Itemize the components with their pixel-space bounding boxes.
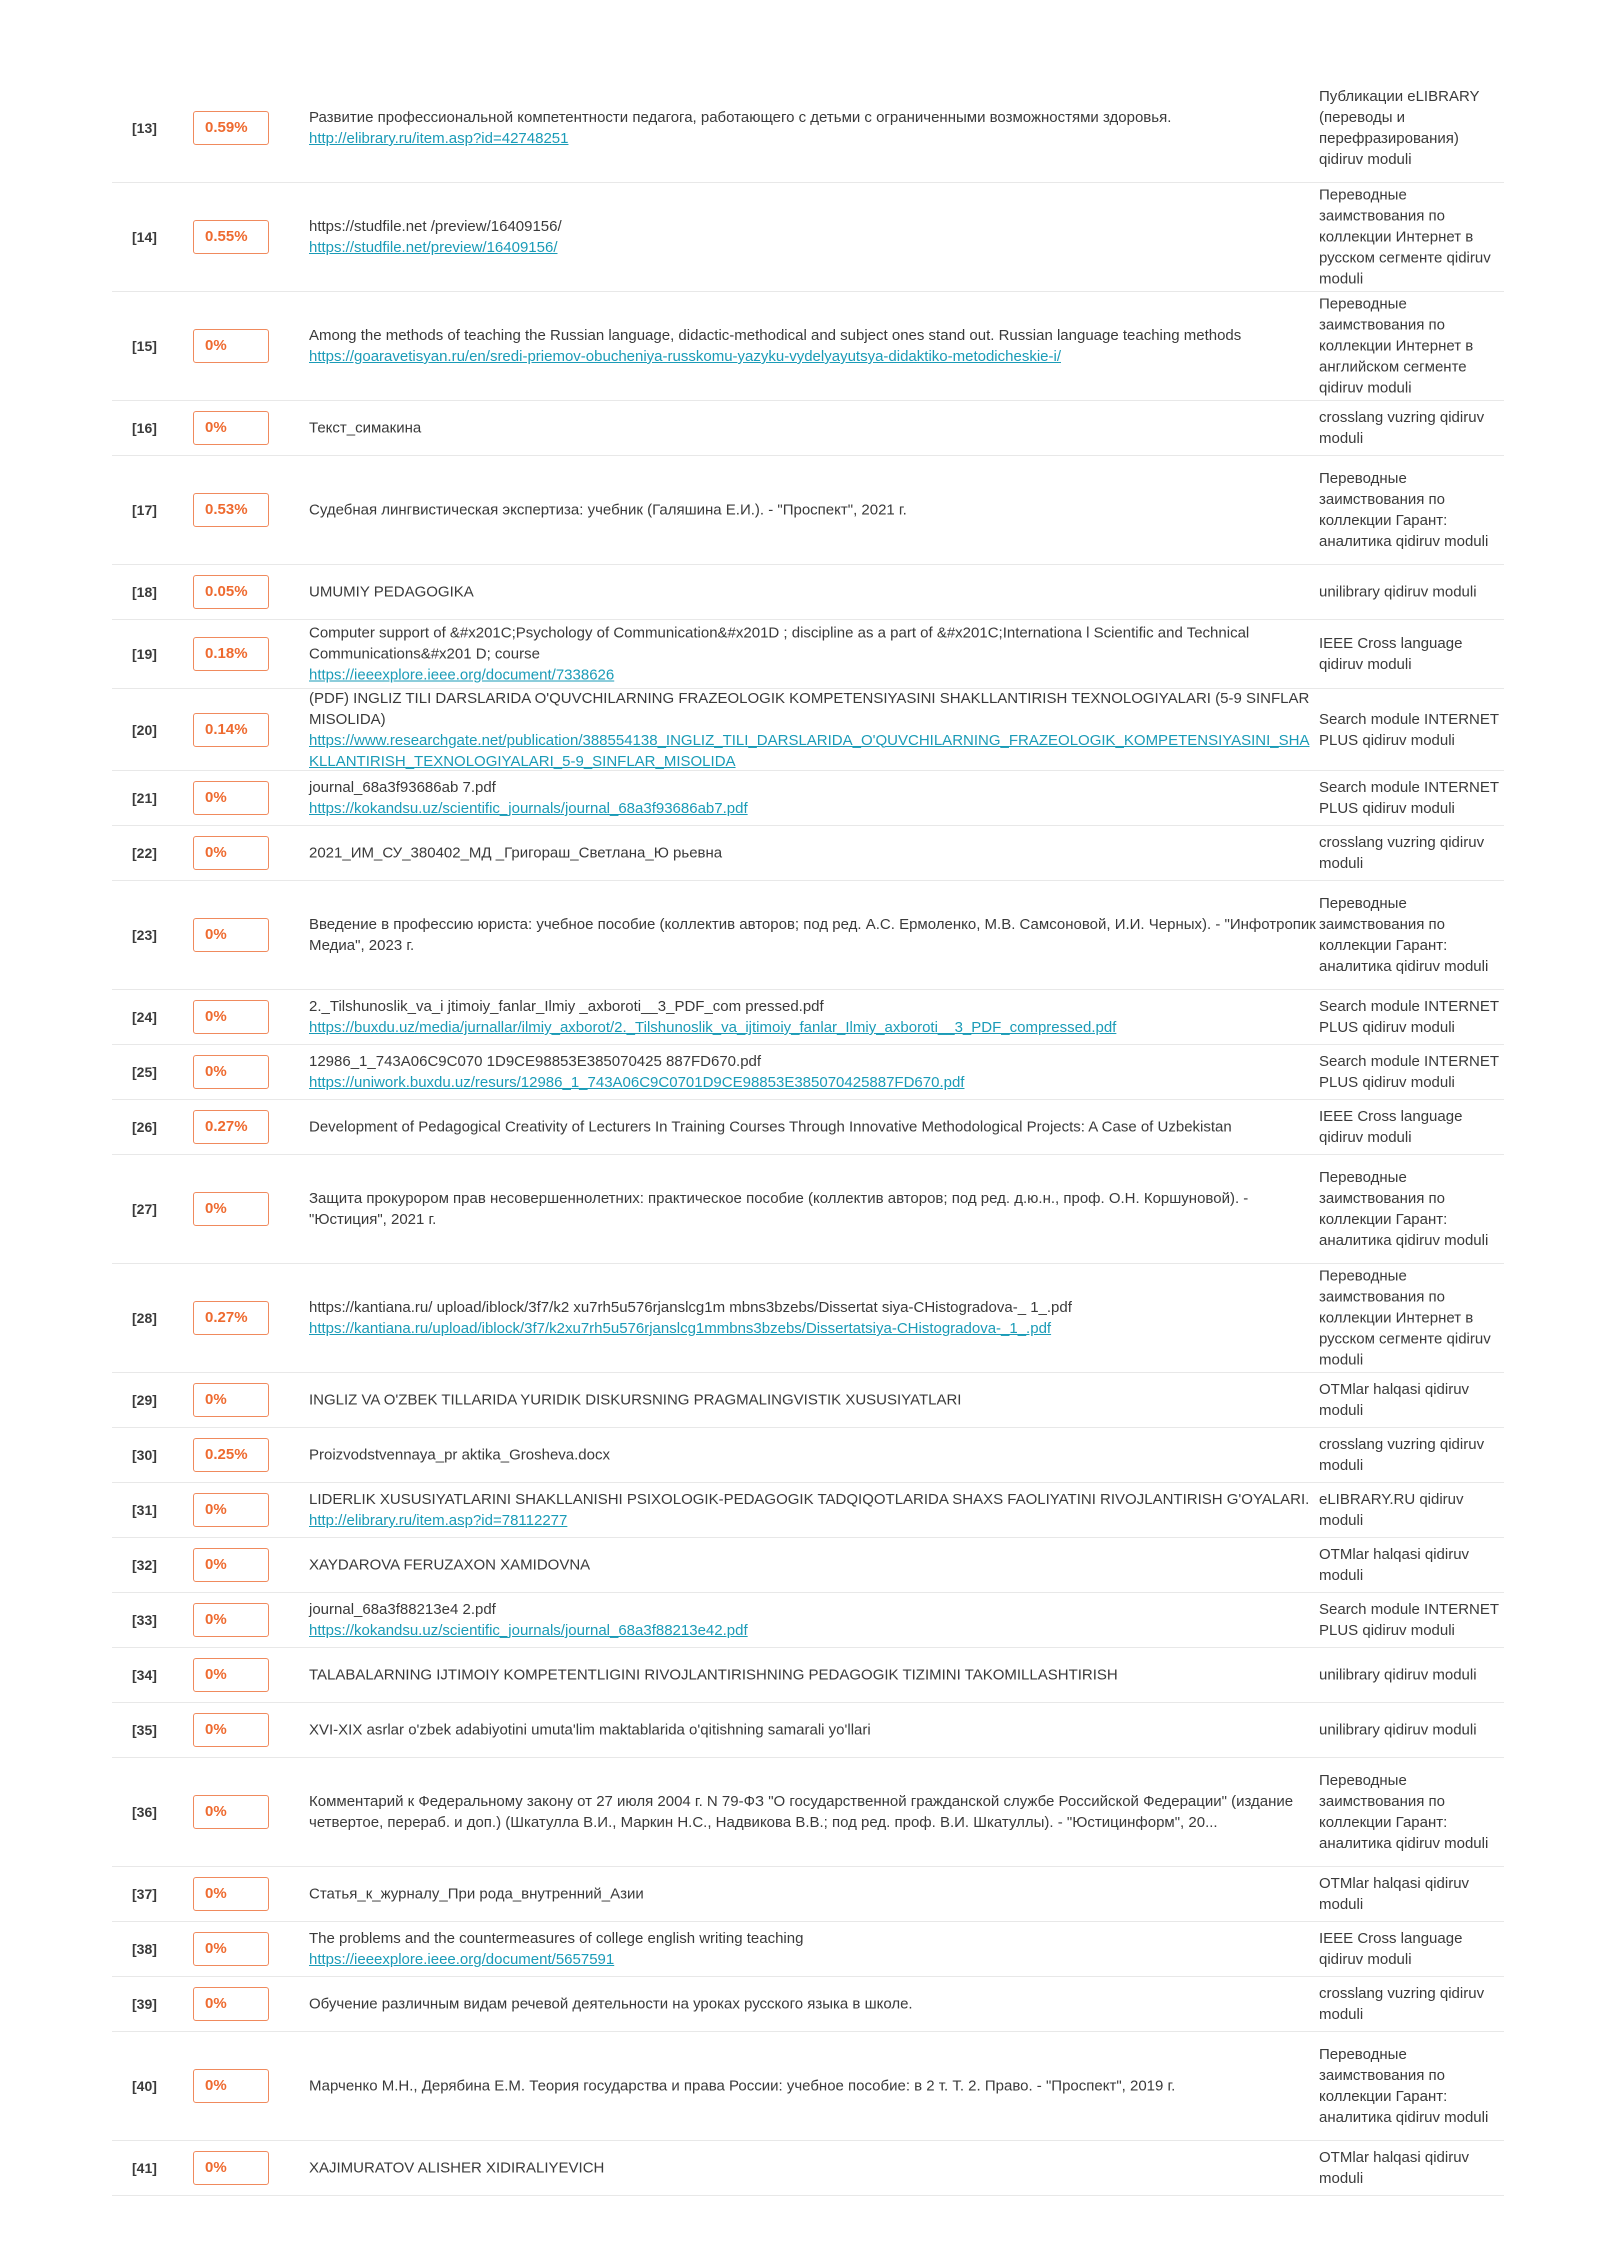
match-percent-badge: 0% bbox=[193, 1383, 269, 1417]
source-title: XAJIMURATOV ALISHER XIDIRALIYEVICH bbox=[309, 2159, 605, 2177]
source-link[interactable]: https://buxdu.uz/media/jurnallar/ilmiy_axborot/2._Tilshunoslik_va_ijtimoiy_fanlar_Ilmiy_axboroti__3_PDF_compressed.pdf bbox=[309, 1019, 1117, 1036]
source-row bbox=[112, 1373, 1504, 1428]
search-module-label: IEEE Cross language qidiruv moduli bbox=[1319, 635, 1463, 673]
source-number: [20] bbox=[132, 721, 157, 738]
source-row bbox=[112, 74, 1504, 183]
source-title-block bbox=[309, 1051, 1317, 1093]
source-title-block bbox=[309, 688, 1317, 772]
source-title-block bbox=[309, 2158, 1317, 2179]
match-percent-badge: 0% bbox=[193, 1658, 269, 1692]
source-title: Proizvodstvennaya_pr aktika_Grosheva.docx bbox=[309, 1446, 610, 1464]
source-number: [22] bbox=[132, 845, 157, 861]
source-number: [34] bbox=[132, 1667, 157, 1683]
source-title: 2021_ИМ_СУ_380402_МД _Григораш_Светлана_Ю рьевна bbox=[309, 844, 723, 862]
search-module-label: Переводные заимствования по коллекции Гарант: аналитика qidiruv moduli bbox=[1319, 895, 1489, 975]
search-module-label: Переводные заимствования по коллекции Гарант: аналитика qidiruv moduli bbox=[1319, 1772, 1489, 1852]
source-title-block bbox=[309, 582, 1317, 603]
search-module-label: Переводные заимствования по коллекции Интернет в русском сегменте qidiruv moduli bbox=[1319, 1267, 1491, 1369]
source-row bbox=[112, 1977, 1504, 2032]
source-row bbox=[112, 1538, 1504, 1593]
source-title-block bbox=[309, 325, 1317, 367]
source-title-block bbox=[309, 1489, 1317, 1531]
source-link[interactable]: https://studfile.net/preview/16409156/ bbox=[309, 239, 558, 256]
source-title: Computer support of &#x201C;Psychology of Communication&#x201D ; discipline as a part of &#x201C;Internationa l Scientific and Technical Communications&#x201 D; course bbox=[309, 624, 1250, 663]
source-title: 12986_1_743A06C9C070 1D9CE98853E385070425 887FD670.pdf bbox=[309, 1053, 762, 1070]
source-title-block bbox=[309, 1599, 1317, 1641]
source-link[interactable]: https://goaravetisyan.ru/en/sredi-priemov-obucheniya-russkomu-yazyku-vydelyayutsya-didaktiko-metodicheskie-i/ bbox=[309, 348, 1061, 365]
search-module-label: unilibrary qidiruv moduli bbox=[1319, 1721, 1477, 1739]
source-title: TALABALARNING IJTIMOIY KOMPETENTLIGINI RIVOJLANTIRISHNING PEDAGOGIK TIZIMINI TAKOMILLASHTIRISH bbox=[309, 1666, 1118, 1684]
search-module-label: eLIBRARY.RU qidiruv moduli bbox=[1319, 1491, 1464, 1529]
source-row bbox=[112, 1922, 1504, 1977]
source-title: XVI-XIX asrlar o'zbek adabiyotini umuta'lim maktablarida o'qitishning samarali yo'llari bbox=[309, 1721, 871, 1739]
match-percent-badge: 0.27% bbox=[193, 1301, 269, 1335]
source-row bbox=[112, 1428, 1504, 1483]
source-row bbox=[112, 1483, 1504, 1538]
source-title: journal_68a3f88213e4 2.pdf bbox=[309, 1601, 496, 1618]
source-number: [23] bbox=[132, 927, 157, 943]
source-number: [29] bbox=[132, 1392, 157, 1408]
source-title-block bbox=[309, 623, 1317, 686]
match-percent-badge: 0% bbox=[193, 1795, 269, 1829]
match-percent-badge: 0% bbox=[193, 329, 269, 363]
source-number: [33] bbox=[132, 1612, 157, 1628]
source-number: [36] bbox=[132, 1804, 157, 1820]
sources-table bbox=[112, 74, 1504, 2196]
match-percent-badge: 0% bbox=[193, 1713, 269, 1747]
search-module-label: Search module INTERNET PLUS qidiruv moduli bbox=[1319, 1601, 1499, 1639]
source-row bbox=[112, 1100, 1504, 1155]
source-title-block bbox=[309, 418, 1317, 439]
search-module-label: IEEE Cross language qidiruv moduli bbox=[1319, 1930, 1463, 1968]
source-row bbox=[112, 620, 1504, 689]
source-row bbox=[112, 1648, 1504, 1703]
match-percent-badge: 0.05% bbox=[193, 575, 269, 609]
match-percent-badge: 0% bbox=[193, 836, 269, 870]
search-module-label: Публикации eLIBRARY (переводы и перефразирования) qidiruv moduli bbox=[1319, 88, 1480, 168]
source-title: Комментарий к Федеральному закону от 27 июля 2004 г. N 79-ФЗ "О государственной гражданской службе Российской Федерации" (издание четвертое, перераб. и доп.) (Шкатулла В.И., Маркин Н.С., Надвикова В.В.; под ред. проф. В.И. Шкатуллы). - "Юстицинформ", 20... bbox=[309, 1793, 1294, 1831]
source-link[interactable]: https://www.researchgate.net/publication/388554138_INGLIZ_TILI_DARSLARIDA_O'QUVCHILARNING_FRAZEOLOGIK_KOMPETENSIYASINI_SHAKLLANTIRISH_TEXNOLOGIYALARI_5-9_SINFLAR_MISOLIDA bbox=[309, 731, 1310, 770]
source-number: [14] bbox=[132, 229, 157, 245]
search-module-label: unilibrary qidiruv moduli bbox=[1319, 583, 1477, 601]
source-row bbox=[112, 826, 1504, 881]
source-title-block bbox=[309, 1928, 1317, 1970]
search-module-label: Переводные заимствования по коллекции Интернет в английском сегменте qidiruv moduli bbox=[1319, 295, 1474, 397]
search-module-label: Переводные заимствования по коллекции Гарант: аналитика qidiruv moduli bbox=[1319, 2046, 1489, 2126]
source-title: INGLIZ VA O'ZBEK TILLARIDA YURIDIK DISKURSNING PRAGMALINGVISTIK XUSUSIYATLARI bbox=[309, 1391, 962, 1409]
source-title-block bbox=[309, 216, 1317, 258]
source-title-block bbox=[309, 107, 1317, 149]
match-percent-badge: 0.25% bbox=[193, 1438, 269, 1472]
source-title-block bbox=[309, 777, 1317, 819]
search-module-label: crosslang vuzring qidiruv moduli bbox=[1319, 834, 1485, 872]
source-title: Development of Pedagogical Creativity of Lecturers In Training Courses Through Innovative Methodological Projects: A Case of Uzbekistan bbox=[309, 1118, 1232, 1136]
match-percent-badge: 0% bbox=[193, 1877, 269, 1911]
source-link[interactable]: https://ieeexplore.ieee.org/document/5657591 bbox=[309, 1951, 615, 1968]
match-percent-badge: 0% bbox=[193, 918, 269, 952]
source-number: [30] bbox=[132, 1447, 157, 1463]
source-title-block bbox=[309, 1720, 1317, 1741]
search-module-label: Переводные заимствования по коллекции Интернет в русском сегменте qidiruv moduli bbox=[1319, 186, 1491, 288]
source-number: [15] bbox=[132, 338, 157, 354]
source-row bbox=[112, 565, 1504, 620]
match-percent-badge: 0.18% bbox=[193, 637, 269, 671]
match-percent-badge: 0.55% bbox=[193, 220, 269, 254]
source-row bbox=[112, 1045, 1504, 1100]
source-number: [24] bbox=[132, 1009, 157, 1025]
source-number: [16] bbox=[132, 420, 157, 436]
match-percent-badge: 0% bbox=[193, 1548, 269, 1582]
search-module-label: crosslang vuzring qidiruv moduli bbox=[1319, 1985, 1485, 2023]
search-module-label: OTMlar halqasi qidiruv moduli bbox=[1319, 1875, 1470, 1913]
source-title: Развитие профессиональной компетентности педагога, работающего с детьми с ограниченными возможностями здоровья. bbox=[309, 109, 1172, 126]
source-row bbox=[112, 1758, 1504, 1867]
source-title-block bbox=[309, 1555, 1317, 1576]
source-number: [28] bbox=[132, 1310, 157, 1326]
search-module-label: OTMlar halqasi qidiruv moduli bbox=[1319, 2149, 1470, 2187]
source-number: [40] bbox=[132, 2078, 157, 2094]
source-title-block bbox=[309, 500, 1317, 521]
source-title: https://kantiana.ru/ upload/iblock/3f7/k2 xu7rh5u576rjanslcg1m mbns3bzebs/Dissertat siya-CHistogradova-_ 1_.pdf bbox=[309, 1299, 1072, 1316]
source-title: Among the methods of teaching the Russian language, didactic-methodical and subject ones stand out. Russian language teaching methods bbox=[309, 327, 1242, 344]
source-number: [31] bbox=[132, 1502, 157, 1518]
source-title: https://studfile.net /preview/16409156/ bbox=[309, 218, 562, 235]
source-title-block bbox=[309, 1884, 1317, 1905]
search-module-label: Переводные заимствования по коллекции Гарант: аналитика qidiruv moduli bbox=[1319, 470, 1489, 550]
source-title-block bbox=[309, 1445, 1317, 1466]
source-row bbox=[112, 1264, 1504, 1373]
source-row bbox=[112, 1867, 1504, 1922]
match-percent-badge: 0% bbox=[193, 2151, 269, 2185]
source-title-block bbox=[309, 914, 1317, 956]
source-title-block bbox=[309, 1117, 1317, 1138]
source-row bbox=[112, 1703, 1504, 1758]
search-module-label: OTMlar halqasi qidiruv moduli bbox=[1319, 1546, 1470, 1584]
source-number: [41] bbox=[132, 2160, 157, 2176]
source-title-block bbox=[309, 1188, 1317, 1230]
source-number: [32] bbox=[132, 1557, 157, 1573]
search-module-label: crosslang vuzring qidiruv moduli bbox=[1319, 1436, 1485, 1474]
source-title: Введение в профессию юриста: учебное пособие (коллектив авторов; под ред. А.С. Ермоленко, М.В. Самсоновой, И.И. Черных). - "Инфотропик Медиа", 2023 г. bbox=[309, 916, 1316, 954]
source-number: [17] bbox=[132, 502, 157, 518]
source-number: [19] bbox=[132, 646, 157, 662]
source-title: 2._Tilshunoslik_va_i jtimoiy_fanlar_Ilmiy _axboroti__3_PDF_com pressed.pdf bbox=[309, 998, 824, 1015]
search-module-label: Search module INTERNET PLUS qidiruv moduli bbox=[1319, 1053, 1499, 1091]
source-link[interactable]: https://ieeexplore.ieee.org/document/7338626 bbox=[309, 666, 615, 684]
source-number: [18] bbox=[132, 584, 157, 600]
search-module-label: crosslang vuzring qidiruv moduli bbox=[1319, 409, 1485, 447]
source-title: UMUMIY PEDAGOGIKA bbox=[309, 583, 474, 601]
source-link[interactable]: http://elibrary.ru/item.asp?id=78112277 bbox=[309, 1512, 568, 1529]
match-percent-badge: 0% bbox=[193, 1055, 269, 1089]
search-module-label: Search module INTERNET PLUS qidiruv moduli bbox=[1319, 710, 1499, 749]
source-title-block bbox=[309, 2076, 1317, 2097]
source-row bbox=[112, 1593, 1504, 1648]
match-percent-badge: 0.14% bbox=[193, 713, 269, 747]
source-number: [26] bbox=[132, 1119, 157, 1135]
search-module-label: IEEE Cross language qidiruv moduli bbox=[1319, 1108, 1463, 1146]
source-title: (PDF) INGLIZ TILI DARSLARIDA O'QUVCHILARNING FRAZEOLOGIK KOMPETENSIYASINI SHAKLLANTIRISH TEXNOLOGIYALARI (5-9 SINFLAR MISOLIDA) bbox=[309, 689, 1310, 728]
match-percent-badge: 0.53% bbox=[193, 493, 269, 527]
source-row bbox=[112, 292, 1504, 401]
source-title: LIDERLIK XUSUSIYATLARINI SHAKLLANISHI PSIXOLOGIK-PEDAGOGIK TADQIQOTLARIDA SHAXS FAOLIYATINI RIVOJLANTIRISH G'OYALARI. bbox=[309, 1491, 1310, 1508]
source-row bbox=[112, 689, 1504, 771]
source-number: [38] bbox=[132, 1941, 157, 1957]
source-row bbox=[112, 401, 1504, 456]
source-number: [25] bbox=[132, 1064, 157, 1080]
source-title: Судебная лингвистическая экспертиза: учебник (Галяшина Е.И.). - "Проспект", 2021 г. bbox=[309, 501, 907, 519]
source-title-block bbox=[309, 1665, 1317, 1686]
source-row bbox=[112, 990, 1504, 1045]
source-row bbox=[112, 771, 1504, 826]
source-title: Обучение различным видам речевой деятельности на уроках русского языка в школе. bbox=[309, 1995, 913, 2013]
source-number: [35] bbox=[132, 1722, 157, 1738]
match-percent-badge: 0% bbox=[193, 1603, 269, 1637]
source-row bbox=[112, 2141, 1504, 2196]
source-link[interactable]: https://uniwork.buxdu.uz/resurs/12986_1_743A06C9C0701D9CE98853E385070425887FD670.pdf bbox=[309, 1074, 965, 1091]
source-row bbox=[112, 456, 1504, 565]
match-percent-badge: 0% bbox=[193, 1493, 269, 1527]
source-number: [39] bbox=[132, 1996, 157, 2012]
match-percent-badge: 0% bbox=[193, 411, 269, 445]
source-number: [21] bbox=[132, 790, 157, 806]
source-title: Статья_к_журналу_При рода_внутренний_Азии bbox=[309, 1885, 644, 1903]
source-row bbox=[112, 1155, 1504, 1264]
source-title: Текст_симакина bbox=[309, 419, 422, 437]
match-percent-badge: 0% bbox=[193, 1192, 269, 1226]
source-title-block bbox=[309, 996, 1317, 1038]
source-title-block bbox=[309, 1297, 1317, 1339]
source-title: journal_68a3f93686ab 7.pdf bbox=[309, 779, 496, 796]
source-row bbox=[112, 183, 1504, 292]
match-percent-badge: 0.27% bbox=[193, 1110, 269, 1144]
source-link[interactable]: https://kantiana.ru/upload/iblock/3f7/k2xu7rh5u576rjanslcg1mmbns3bzebs/Dissertatsiya-CHistogradova-_1_.pdf bbox=[309, 1320, 1052, 1337]
source-number: [37] bbox=[132, 1886, 157, 1902]
source-title-block bbox=[309, 1994, 1317, 2015]
source-row bbox=[112, 2032, 1504, 2141]
search-module-label: Переводные заимствования по коллекции Гарант: аналитика qidiruv moduli bbox=[1319, 1169, 1489, 1249]
source-title: XAYDAROVA FERUZAXON XAMIDOVNA bbox=[309, 1556, 591, 1574]
source-title-block bbox=[309, 843, 1317, 864]
search-module-label: Search module INTERNET PLUS qidiruv moduli bbox=[1319, 779, 1499, 817]
source-number: [27] bbox=[132, 1201, 157, 1217]
source-title: Защита прокурором прав несовершеннолетних: практическое пособие (коллектив авторов; под ред. д.ю.н., проф. О.Н. Коршуновой). - "Юстиция", 2021 г. bbox=[309, 1190, 1249, 1228]
match-percent-badge: 0% bbox=[193, 1987, 269, 2021]
search-module-label: OTMlar halqasi qidiruv moduli bbox=[1319, 1381, 1470, 1419]
source-number: [13] bbox=[132, 120, 157, 136]
match-percent-badge: 0% bbox=[193, 2069, 269, 2103]
source-link[interactable]: http://elibrary.ru/item.asp?id=42748251 bbox=[309, 130, 569, 147]
source-row bbox=[112, 881, 1504, 990]
source-title-block bbox=[309, 1390, 1317, 1411]
match-percent-badge: 0% bbox=[193, 781, 269, 815]
source-link[interactable]: https://kokandsu.uz/scientific_journals/journal_68a3f88213e42.pdf bbox=[309, 1622, 748, 1639]
source-title: The problems and the countermeasures of college english writing teaching bbox=[309, 1930, 804, 1947]
source-link[interactable]: https://kokandsu.uz/scientific_journals/journal_68a3f93686ab7.pdf bbox=[309, 800, 748, 817]
match-percent-badge: 0.59% bbox=[193, 111, 269, 145]
source-title: Марченко М.Н., Дерябина Е.М. Теория государства и права России: учебное пособие: в 2 т. Т. 2. Право. - "Проспект", 2019 г. bbox=[309, 2077, 1176, 2095]
source-title-block bbox=[309, 1791, 1317, 1833]
search-module-label: Search module INTERNET PLUS qidiruv moduli bbox=[1319, 998, 1499, 1036]
search-module-label: unilibrary qidiruv moduli bbox=[1319, 1666, 1477, 1684]
match-percent-badge: 0% bbox=[193, 1932, 269, 1966]
match-percent-badge: 0% bbox=[193, 1000, 269, 1034]
